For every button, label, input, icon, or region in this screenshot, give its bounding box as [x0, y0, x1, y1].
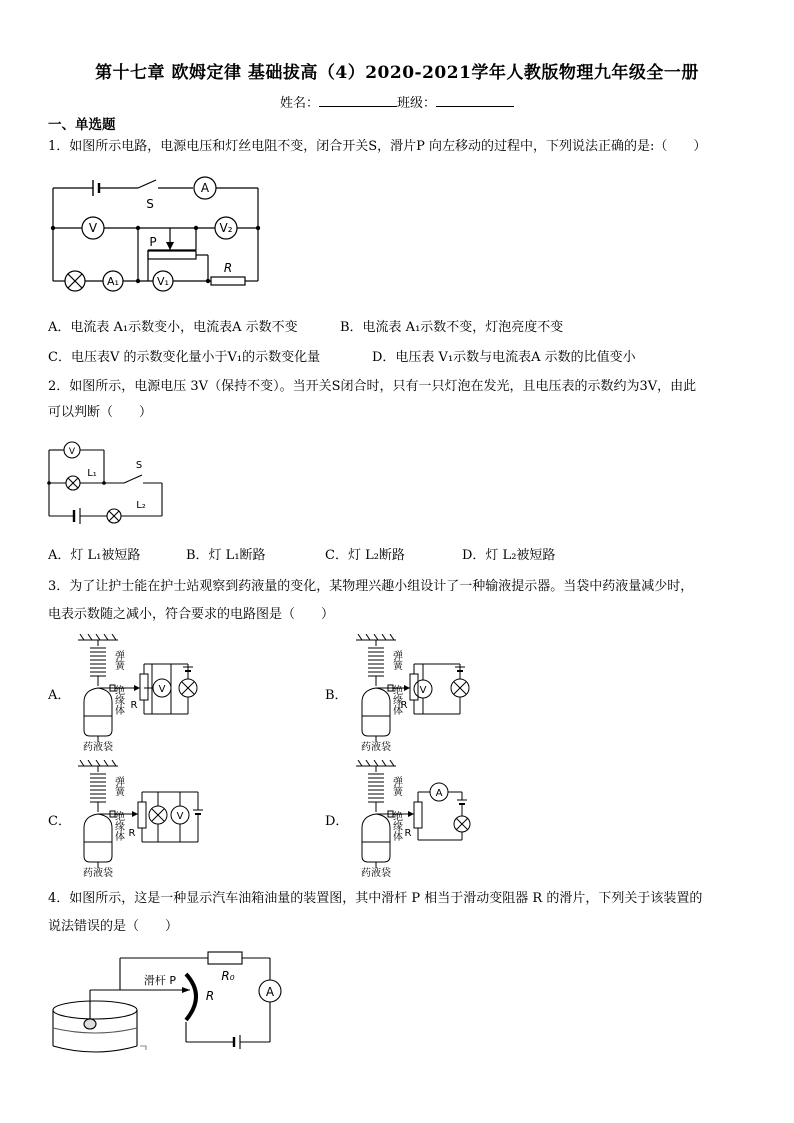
q2-option-d[interactable]: D．灯 L₂被短路 — [462, 548, 556, 563]
q3c-spring-label: 弹簧 — [112, 776, 124, 796]
q1-option-b[interactable]: B．电流表 A₁示数不变，灯泡亮度不变 — [340, 320, 564, 335]
q3-option-c[interactable]: C． — [48, 814, 71, 829]
q3-figure-d — [348, 760, 498, 878]
q4-a-label: A — [265, 985, 275, 999]
q1-label-r: R — [223, 261, 233, 275]
q2-option-a[interactable]: A．灯 L₁被短路 — [48, 548, 141, 563]
q2-option-b[interactable]: B．灯 L₁断路 — [186, 548, 266, 563]
q1-option-d[interactable]: D．电压表 V₁示数与电流表A 示数的比值变小 — [372, 350, 636, 365]
q3-option-d[interactable]: D． — [325, 814, 349, 829]
q4-text-line2: 说法错误的是（ ） — [48, 919, 179, 934]
q1-label-v1: V₁ — [157, 275, 169, 288]
q1-label-v: V — [88, 221, 98, 235]
q4-fuel-gauge-figure — [50, 946, 300, 1058]
class-blank[interactable] — [436, 94, 514, 107]
q3a-r-label: R — [130, 700, 138, 711]
q3-figure-b — [348, 634, 498, 752]
q2-label-s: S — [135, 460, 143, 471]
q3b-r-label: R — [400, 700, 408, 711]
q3c-bag-label: 药液袋 — [83, 868, 113, 878]
q2-label-l1: L₁ — [87, 468, 97, 479]
q1-label-s: S — [146, 197, 154, 211]
q3a-spring-label: 弹簧 — [112, 650, 124, 670]
q4-text-line1: 4．如图所示，这是一种显示汽车油箱油量的装置图，其中滑杆 P 相当于滑动变阻器 R 的滑片，下列关于该装置的 — [48, 891, 703, 906]
q3b-spring-label: 弹簧 — [390, 650, 402, 670]
q3-figure-a — [70, 634, 220, 752]
q3d-bag-label: 药液袋 — [361, 868, 391, 878]
q1-circuit-figure — [48, 168, 278, 298]
q3d-a-label: A — [435, 788, 443, 799]
q3c-insulator-label: 绝缘体 — [112, 811, 124, 841]
page-title: 第十七章 欧姆定律 基础拔高（4）2020-2021学年人教版物理九年级全一册 — [95, 63, 699, 83]
q4-rod-label: 滑杆 P — [143, 974, 177, 987]
q3-option-a[interactable]: A． — [48, 688, 71, 703]
q1-label-a1: A₁ — [107, 275, 119, 288]
q1-option-a[interactable]: A．电流表 A₁示数变小，电流表A 示数不变 — [48, 320, 298, 335]
q3-option-b[interactable]: B． — [325, 688, 348, 703]
class-label: 班级： — [397, 96, 437, 111]
q3a-bag-label: 药液袋 — [83, 742, 113, 752]
q3-text-line2: 电表示数随之减小，符合要求的电路图是（ ） — [48, 607, 335, 622]
q3a-v-label: V — [158, 684, 166, 695]
q3d-spring-label: 弹簧 — [390, 776, 402, 796]
section-heading: 一、单选题 — [48, 117, 116, 133]
name-class-line — [0, 92, 794, 111]
q2-label-l2: L₂ — [136, 500, 146, 511]
q3d-r-label: R — [404, 828, 412, 839]
q2-circuit-figure — [44, 438, 174, 528]
q2-text-line2: 可以判断（ ） — [48, 405, 153, 420]
q2-option-c[interactable]: C．灯 L₂断路 — [325, 548, 405, 563]
q1-label-p: P — [149, 235, 157, 249]
q1-label-v2: V₂ — [219, 221, 233, 235]
q4-r-label: R — [205, 989, 215, 1003]
name-label: 姓名： — [279, 96, 319, 111]
q1-label-a: A — [200, 181, 210, 195]
q3-figure-c — [70, 760, 220, 878]
q3b-insulator-label: 绝缘体 — [390, 685, 402, 715]
q3d-insulator-label: 绝缘体 — [390, 811, 402, 841]
q1-text: 1．如图所示电路，电源电压和灯丝电阻不变，闭合开关S，滑片P 向左移动的过程中，下列说法正确的是:（ ） — [48, 139, 707, 154]
q3-text-line1: 3．为了让护士能在护士站观察到药液量的变化，某物理兴趣小组设计了一种输液提示器。当袋中药液量减少时， — [48, 579, 694, 594]
q3b-v-label: V — [419, 685, 427, 696]
q2-label-v: V — [68, 447, 76, 457]
q1-option-c[interactable]: C．电压表V 的示数变化量小于V₁的示数变化量 — [48, 350, 321, 365]
q4-r0-label: R₀ — [221, 969, 235, 983]
q3c-r-label: R — [128, 828, 136, 839]
name-blank[interactable] — [319, 94, 397, 107]
q3a-insulator-label: 绝缘体 — [112, 685, 124, 715]
q2-text-line1: 2．如图所示，电源电压 3V（保持不变）。当开关S闭合时，只有一只灯泡在发光，且电压表的示数约为3V，由此 — [48, 379, 697, 394]
q3b-bag-label: 药液袋 — [361, 742, 391, 752]
q3c-v-label: V — [176, 811, 184, 822]
